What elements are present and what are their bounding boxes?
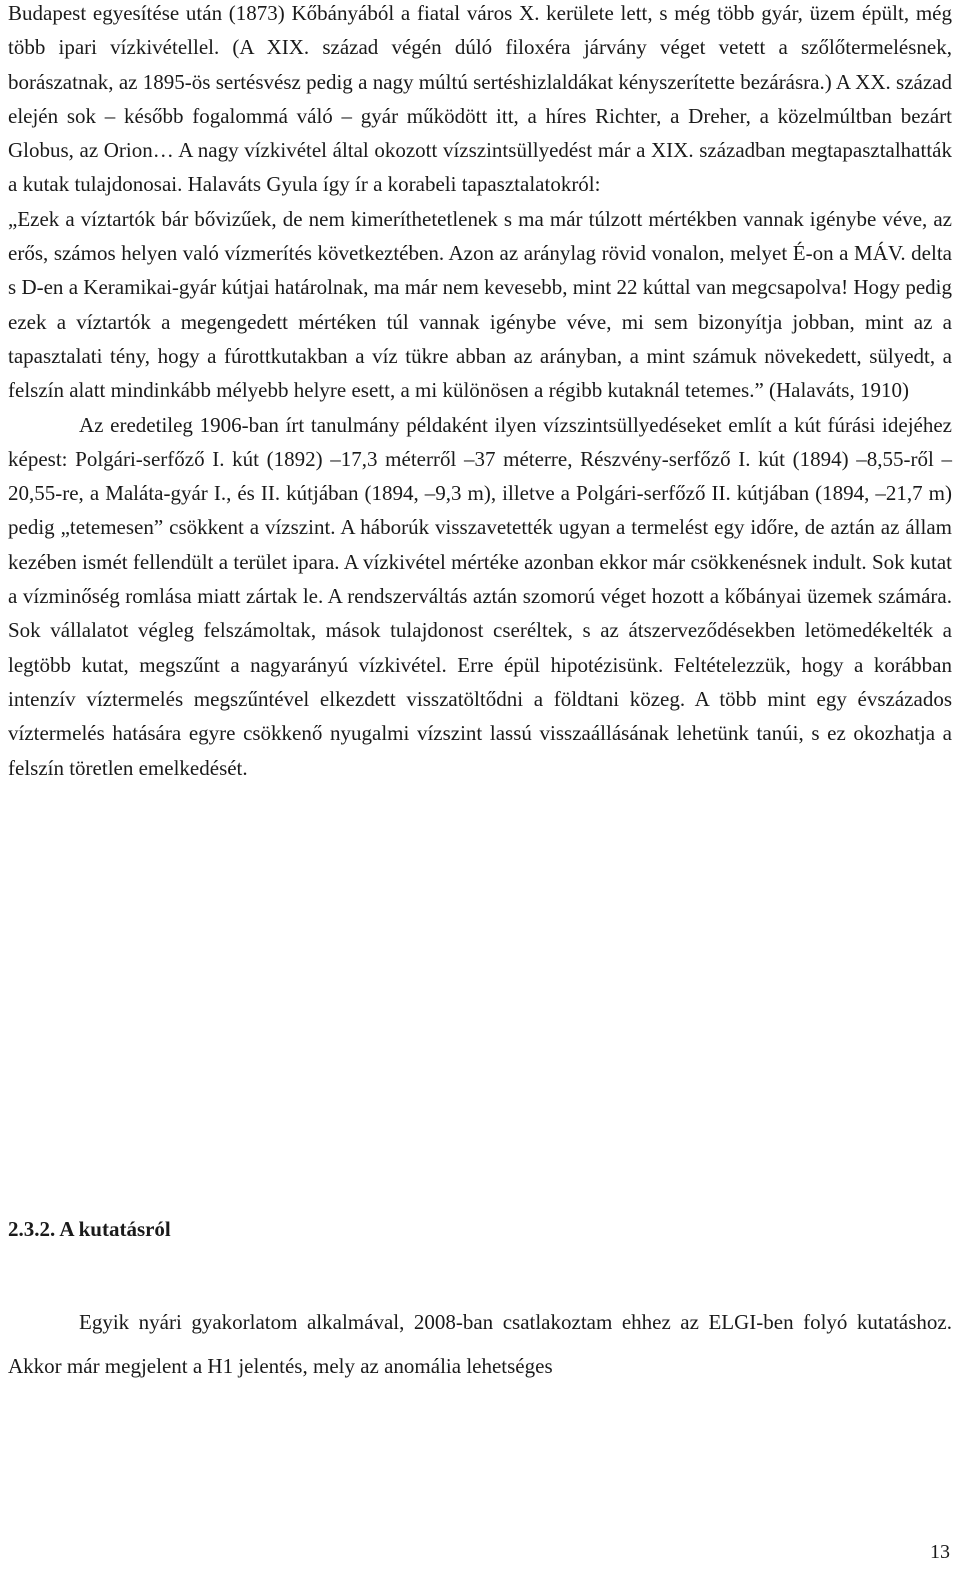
main-text-block (8, 0, 952, 785)
section-text-block (8, 1300, 952, 1388)
paragraph-kobanya-history: Budapest egyesítése után (1873) Kőbányából a fiatal város X. kerülete lett, s még több gyár, üzem épült, még több ipari vízkivétellel. (A XIX. század végén dúló filoxéra járvány véget vetett a szőlőtermelésnek, borászatnak, az 1895-ös sertésvész pedig a nagy múltú sertéshizlaldákat kényszerítette bezárásra.) A XX. század elején sok – később fogalommá váló – gyár működött itt, a híres Richter, a Dreher, a közelmúltban bezárt Globus, az Orion… A nagy vízkivétel által okozott vízszintsüllyedést már a XIX. században megtapasztalhatták a kutak tulajdonosai. Halaváts Gyula így ír a korabeli tapasztalatokról: (8, 1, 952, 197)
page-number: 13 (930, 1541, 950, 1563)
paragraph-water-level-decline: Az eredetileg 1906-ban írt tanulmány példaként ilyen vízszintsüllyedéseket említ a kút fúrási idejéhez képest: Polgári-serfőző I. kút (1892) –17,3 méterről –37 méterre, Részvény-serfőző I. kút (1894) –8,55-ről –20,55-re, a Maláta-gyár I., és II. kútjában (1894, –9,3 m), illetve a Polgári-serfőző II. kútjában (1894, –21,7 m) pedig „tetemesen” csökkent a vízszint. A háborúk visszavetették ugyan a termelést egy időre, de aztán az állam kezében ismét fellendült a terület ipara. A vízkivétel mértéke azonban ekkor már csökkenésnek indult. Sok kutat a vízminőség romlása miatt zártak le. A rendszerváltás aztán szomorú véget hozott a kőbányai üzemek számára. Sok vállalatot végleg felszámoltak, mások tulajdonost cseréltek, s az átszerveződésekben letömedékelték a legtöbb kutat, megszűnt a nagyarányú vízkivétel. Erre épül hipotézisünk. Feltételezzük, hogy a korábban intenzív víztermelés megszűntével elkezdett visszatöltődni a földtani közeg. A több mint egy évszázados víztermelés hatására egyre csökkenő nyugalmi vízszint lassú visszaállásának lehetünk tanúi, s ez okozhatja a felszín töretlen emelkedését. (8, 412, 952, 780)
paragraph-research-intro: Egyik nyári gyakorlatom alkalmával, 2008-ban csatlakoztam ehhez az ELGI-ben folyó kutatáshoz. Akkor már megjelent a H1 jelentés, mely az anomália lehetséges (8, 1310, 952, 1378)
section-heading: 2.3.2. A kutatásról (8, 1217, 171, 1241)
paragraph-halavats-quote: „Ezek a víztartók bár bővizűek, de nem kimeríthetetlenek s ma már túlzott mértékben vannak igénybe véve, az erős, számos helyen való vízmerítés következtében. Azon az aránylag rövid vonalon, melyet É-on a MÁV. delta s D-en a Keramikai-gyár kútjai határolnak, ma már nem kevesebb, mint 22 kúttal van megcsapolva! Hogy pedig ezek a víztartók a megengedett mértéken túl vannak igénybe véve, mi sem bizonyítja jobban, mint az a tapasztalati tény, hogy a fúrottkutakban a víz tükre abban az arányban, a mint számuk növekedett, sülyedt, a felszín alatt mindinkább mélyebb helyre esett, a mi különösen a régibb kutaknál tetemes.” (Halaváts, 1910) (8, 206, 952, 403)
